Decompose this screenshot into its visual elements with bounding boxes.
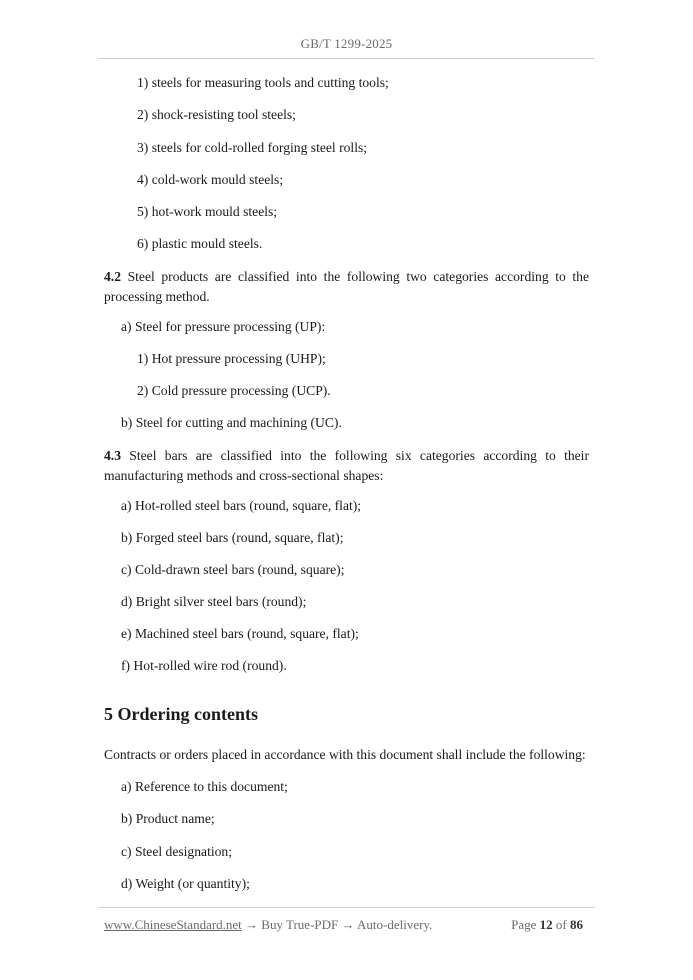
list-item: d) Bright silver steel bars (round); — [121, 594, 307, 609]
list-item: b) Steel for cutting and machining (UC). — [121, 415, 342, 430]
list-item: b) Product name; — [121, 811, 215, 826]
list-item: 3) steels for cold-rolled forging steel rolls; — [137, 140, 368, 155]
list-item: e) Machined steel bars (round, square, flat); — [121, 626, 359, 641]
list-item: 1) steels for measuring tools and cutting tools; — [137, 75, 389, 90]
clause-text: Steel products are classified into the following two categories according to the processing method. — [104, 269, 589, 304]
delivery-text: Auto-delivery. — [357, 917, 433, 932]
list-item: a) Reference to this document; — [121, 779, 288, 794]
clause-text: Steel bars are classified into the following six categories according to their manufacturing methods and cross-sectional shapes: — [104, 448, 589, 483]
section-heading: 5 Ordering contents — [104, 704, 258, 724]
header-divider — [98, 58, 595, 59]
footer-divider — [98, 907, 595, 908]
list-item: a) Steel for pressure processing (UP): — [121, 319, 326, 334]
document-header-code: GB/T 1299-2025 — [300, 36, 393, 51]
list-item: 2) Cold pressure processing (UCP). — [137, 383, 331, 398]
list-item: 1) Hot pressure processing (UHP); — [137, 351, 326, 366]
of-label: of — [552, 917, 570, 932]
buy-link[interactable]: Buy True-PDF — [261, 917, 339, 932]
page-number: 12 — [539, 917, 553, 932]
footer-links — [104, 917, 432, 933]
list-item: a) Hot-rolled steel bars (round, square, flat); — [121, 498, 362, 513]
list-item: d) Weight (or quantity); — [121, 876, 250, 891]
clause-4-3 — [104, 446, 589, 486]
total-pages: 86 — [570, 917, 583, 932]
arrow-icon: → — [241, 917, 262, 932]
list-item: b) Forged steel bars (round, square, flat); — [121, 530, 344, 545]
clause-number: 4.3 — [104, 448, 121, 463]
list-item: c) Cold-drawn steel bars (round, square); — [121, 562, 345, 577]
section-intro: Contracts or orders placed in accordance with this document shall include the following: — [104, 747, 586, 762]
list-item: 4) cold-work mould steels; — [137, 172, 284, 187]
list-item: 2) shock-resisting tool steels; — [137, 107, 296, 122]
clause-4-2 — [104, 267, 589, 307]
list-item: 5) hot-work mould steels; — [137, 204, 278, 219]
list-item: 6) plastic mould steels. — [137, 236, 263, 251]
list-item: c) Steel designation; — [121, 844, 232, 859]
page-indicator — [511, 917, 583, 933]
site-link[interactable]: www.ChineseStandard.net — [104, 917, 242, 932]
list-item: f) Hot-rolled wire rod (round). — [121, 658, 287, 673]
clause-number: 4.2 — [104, 269, 121, 284]
page-label: Page — [511, 917, 540, 932]
arrow-icon: → — [338, 917, 358, 932]
